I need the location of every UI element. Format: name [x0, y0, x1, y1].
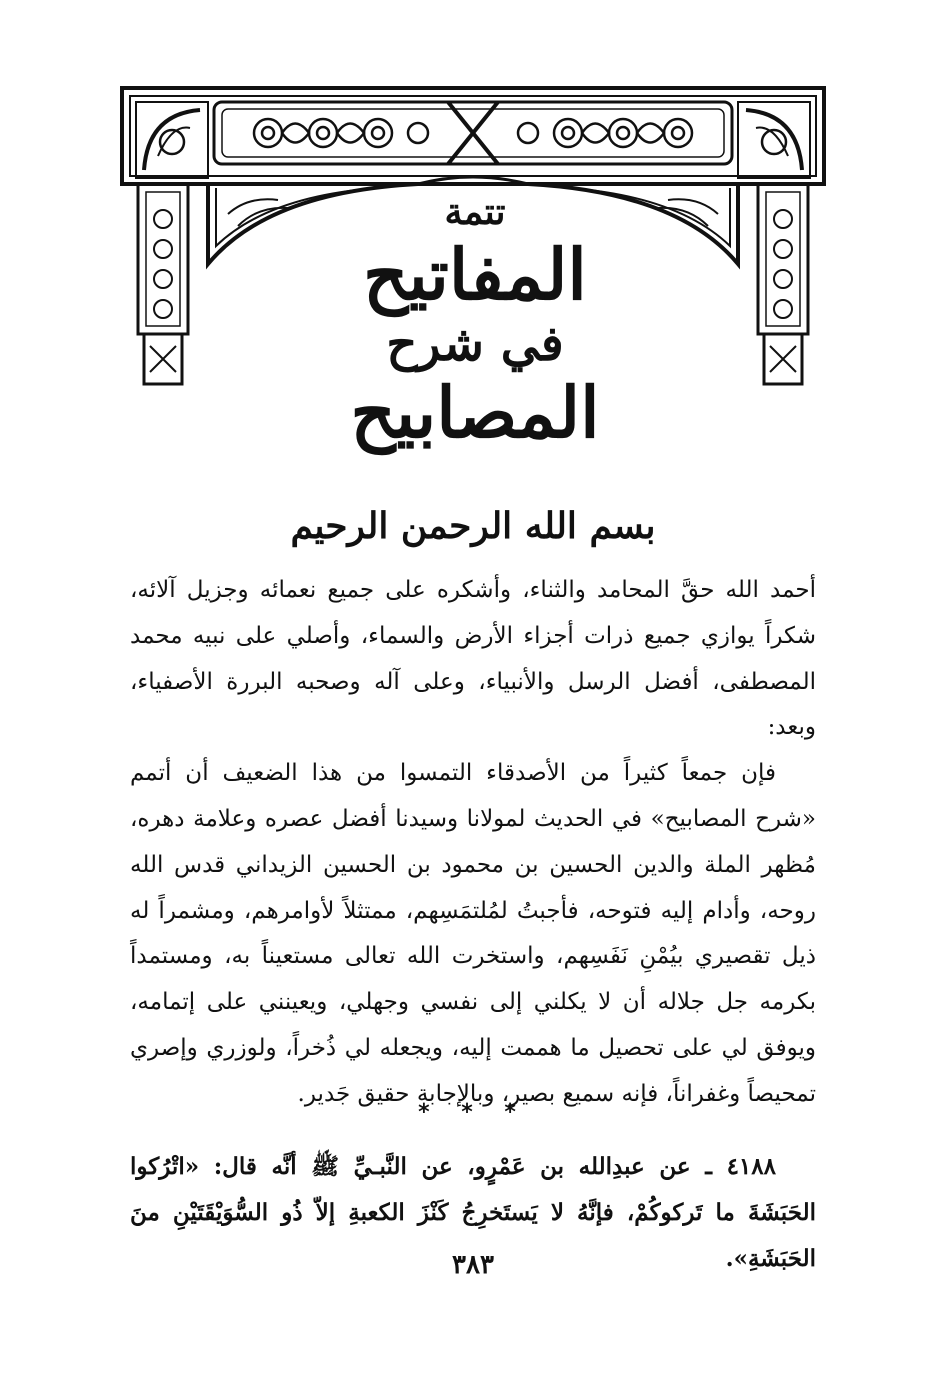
title-line-fi-sharh: في شرح: [386, 316, 564, 372]
basmala: بسم الله الرحمن الرحيم: [290, 505, 656, 547]
intro-paragraph-1: أحمد الله حقَّ المحامد والثناء، وأشكره على جميع نعمائه وجزيل آلائه، شكراً يوازي جميع ذرات أجزاء الأرض والسماء، وأصلي على نبيه محمد المصطفى، أفضل الرسل والأنبياء، وعلى آله وصحبه البررة الأصفياء، وبعد:: [130, 577, 816, 741]
title-line-masabih: المصابيح: [350, 371, 600, 454]
hadith-4188: ٤١٨٨ ـ عن عبدِالله بن عَمْرٍو، عن النَّبـيِّ ﷺ أنَّه قال: «اتْرُكوا الحَبَشَةَ ما تَركوكُمْ، فإنَّهُ لا يَستَخرِجُ كَنْزَ الكعبةِ إلاّ ذُو السُّوَيْقَتَيْنِ منَ الحَبَشَةِ».: [130, 1153, 816, 1272]
intro-paragraph-2: فإن جمعاً كثيراً من الأصدقاء التمسوا من هذا الضعيف أن أتمم «شرح المصابيح» في الحديث لمولانا وسيدنا أفضل عصره وعلامة دهره، مُظهر الملة والدين الحسين بن محمود بن الحسين الزيداني قدس الله روحه، وأدام إليه فتوحه، فأجبتُ لمُلتمَسِهم، ممتثلاً لأوامرهم، ومشمراً له ذيل تقصيري بيُمْنِ نَفَسِهم، واستخرت الله تعالى مستعيناً به، ومستمداً بكرمه جل جلاله أن لا يكلني إلى نفسي وجهلي، ويعينني على إتمامه، ويوفق لي على تحصيل ما هممت إليه، ويجعله لي ذُخراً، ولوزري وإصري تمحيصاً وغفراناً، فإنه سميع بصير، وبالإجابة حقيق جَدير.: [130, 760, 816, 1107]
book-title: [290, 190, 660, 454]
introduction: [130, 568, 816, 1118]
title-line-mafatih: المفاتيح: [363, 233, 587, 316]
section-separator: * * *: [418, 1100, 528, 1125]
title-line-continuation: تتمة: [444, 191, 506, 233]
page-number: ٣٨٣: [452, 1250, 494, 1280]
